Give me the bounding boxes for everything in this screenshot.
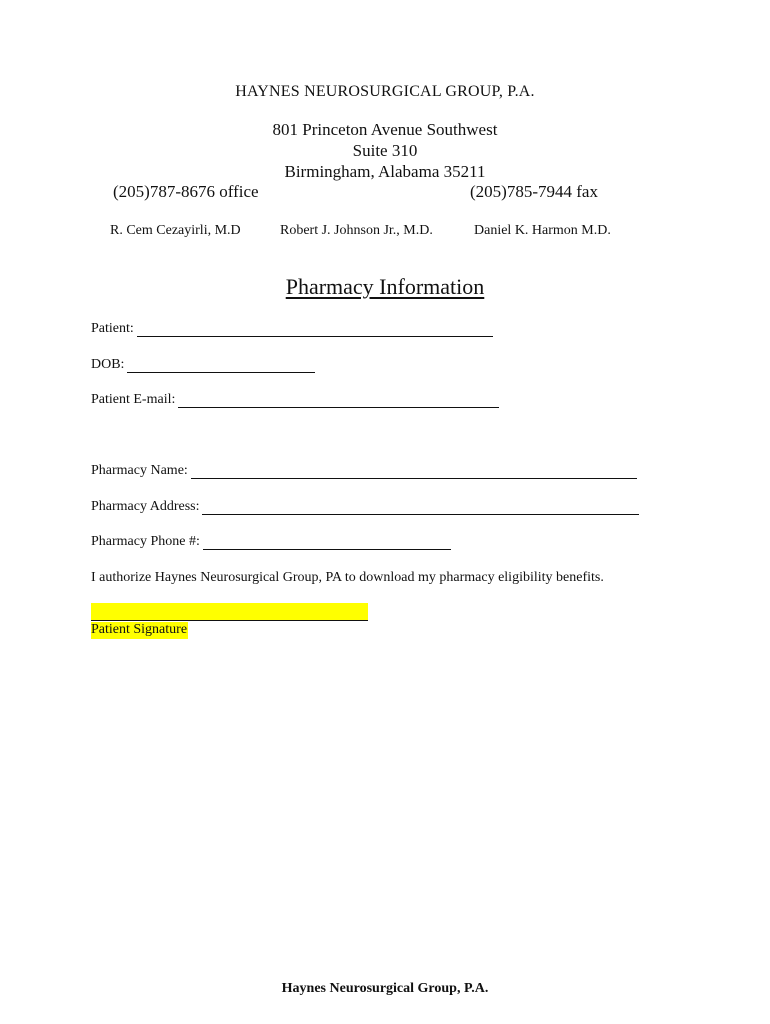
address-city: Birmingham, Alabama 35211 bbox=[284, 162, 486, 181]
pharmacy-phone-field bbox=[91, 534, 451, 550]
footer-org-name: Haynes Neurosurgical Group, P.A. bbox=[281, 981, 489, 996]
patient-email-label: Patient E-mail: bbox=[91, 392, 176, 407]
patient-label: Patient: bbox=[91, 321, 134, 336]
patient-field bbox=[91, 321, 493, 337]
office-phone: (205)787-8676 office bbox=[113, 182, 259, 201]
patient-email-field bbox=[91, 392, 499, 408]
dob-input-line[interactable] bbox=[127, 358, 315, 373]
pharmacy-address-label: Pharmacy Address: bbox=[91, 499, 200, 514]
pharmacy-name-input-line[interactable] bbox=[191, 464, 637, 479]
dob-field bbox=[91, 357, 315, 373]
doctor-name: R. Cem Cezayirli, M.D bbox=[110, 223, 241, 238]
patient-email-input-line[interactable] bbox=[178, 393, 499, 408]
address-suite: Suite 310 bbox=[352, 141, 418, 160]
pharmacy-address-field bbox=[91, 499, 639, 515]
signature-label: Patient Signature bbox=[91, 622, 188, 637]
form-title: Pharmacy Information bbox=[285, 274, 485, 299]
authorization-statement: I authorize Haynes Neurosurgical Group, PA to download my pharmacy eligibility benefits. bbox=[91, 570, 604, 585]
doctor-name: Robert J. Johnson Jr., M.D. bbox=[280, 223, 433, 238]
pharmacy-phone-input-line[interactable] bbox=[203, 535, 451, 550]
dob-label: DOB: bbox=[91, 357, 125, 372]
patient-input-line[interactable] bbox=[137, 322, 493, 337]
address-street: 801 Princeton Avenue Southwest bbox=[272, 120, 498, 139]
org-name: HAYNES NEUROSURGICAL GROUP, P.A. bbox=[235, 83, 535, 100]
pharmacy-name-field bbox=[91, 463, 637, 479]
signature-line[interactable] bbox=[91, 603, 368, 621]
pharmacy-phone-label: Pharmacy Phone #: bbox=[91, 534, 200, 549]
pharmacy-name-label: Pharmacy Name: bbox=[91, 463, 188, 478]
doctor-name: Daniel K. Harmon M.D. bbox=[474, 223, 611, 238]
fax-number: (205)785-7944 fax bbox=[470, 182, 598, 201]
pharmacy-address-input-line[interactable] bbox=[202, 500, 639, 515]
